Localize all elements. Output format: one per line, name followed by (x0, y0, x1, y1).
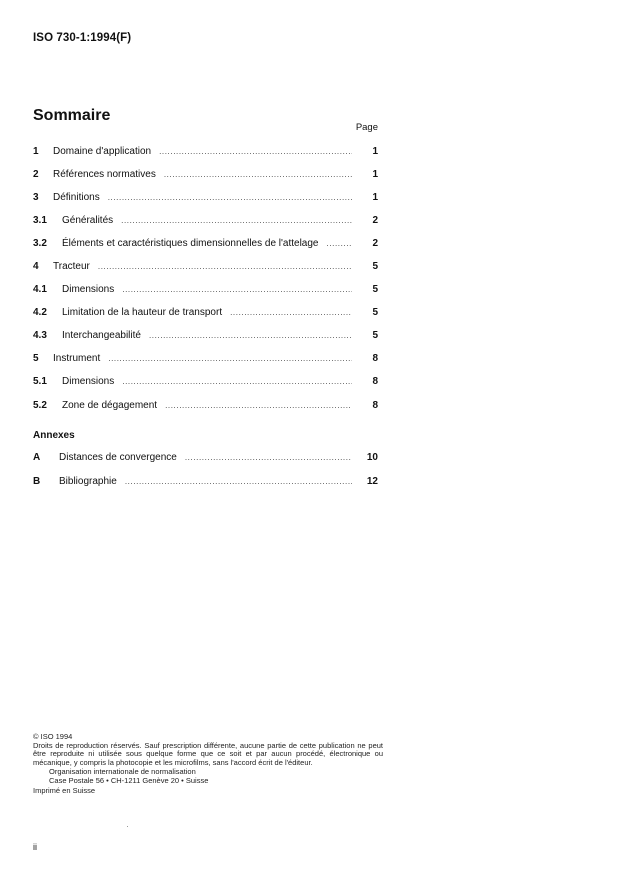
toc-entry-page: 2 (372, 215, 378, 226)
leader-dots (165, 401, 352, 410)
leader-dots (122, 377, 352, 386)
annex-page: 12 (366, 476, 378, 487)
toc-entry-page: 8 (372, 353, 378, 364)
toc-entry[interactable] (33, 307, 378, 321)
toc-entry-label: Zone de dégagement (62, 400, 158, 411)
leader-dots (164, 170, 352, 179)
toc-entry-number: 5 (33, 353, 39, 364)
toc-entry-label: Dimensions (62, 376, 115, 387)
toc-entry-page: 1 (372, 192, 378, 203)
toc-entry-label: Tracteur (53, 261, 90, 272)
page-title: Sommaire (33, 107, 111, 124)
toc-entry-page: 5 (372, 261, 378, 272)
leader-dots (125, 477, 352, 486)
annex-letter: A (33, 452, 41, 463)
toc-entry-number: 4 (33, 261, 39, 272)
toc-entry-label: Instrument (53, 353, 101, 364)
annex-letter: B (33, 476, 41, 487)
annex-page: 10 (366, 452, 378, 463)
organization-address: Case Postale 56 • CH-1211 Genève 20 • Suisse (49, 775, 209, 785)
toc-entry-label: Domaine d'application (53, 146, 152, 157)
annex-entry[interactable] (33, 452, 378, 466)
toc-entry[interactable] (33, 215, 378, 229)
toc-entry-number: 4.1 (33, 284, 47, 295)
page-column-label: Page (355, 122, 378, 133)
toc-entry-page: 8 (372, 400, 378, 411)
toc-entry-label: Éléments et caractéristiques dimensionnelles de l'attelage (62, 238, 319, 249)
toc-entry-label: Interchangeabilité (62, 330, 141, 341)
toc-entry-number: 3.1 (33, 215, 47, 226)
toc-entry[interactable] (33, 169, 378, 183)
toc-entry[interactable] (33, 146, 378, 160)
toc-entry-page: 2 (372, 238, 378, 249)
toc-entry-page: 5 (372, 307, 378, 318)
leader-dots (185, 453, 352, 462)
leader-dots (149, 331, 352, 340)
toc-entry[interactable] (33, 330, 378, 344)
toc-entry-label: Dimensions (62, 284, 115, 295)
annex-entry[interactable] (33, 476, 378, 490)
leader-dots (327, 239, 353, 248)
toc-entry-page: 5 (372, 284, 378, 295)
leader-dots (121, 216, 352, 225)
annex-label: Distances de convergence (59, 452, 177, 463)
toc-entry[interactable] (33, 284, 378, 298)
leader-dots (108, 193, 352, 202)
toc-entry-number: 5.2 (33, 400, 47, 411)
copyright-line: © ISO 1994 (33, 732, 73, 741)
toc-entry-page: 1 (372, 146, 378, 157)
annex-label: Bibliographie (59, 476, 117, 487)
toc-entry-label: Généralités (62, 215, 114, 226)
toc-entry-number: 3.2 (33, 238, 47, 249)
toc-entry-label: Limitation de la hauteur de transport (62, 307, 223, 318)
leader-dots (98, 262, 352, 271)
toc-entry-page: 1 (372, 169, 378, 180)
toc-entry-label: Références normatives (53, 169, 156, 180)
toc-entry-page: 5 (372, 330, 378, 341)
leader-dots (159, 147, 352, 156)
toc-entry[interactable] (33, 400, 378, 414)
toc-entry-number: 3 (33, 192, 39, 203)
toc-entry-number: 4.3 (33, 330, 47, 341)
toc-entry-label: Définitions (53, 192, 100, 203)
copyright-notice (33, 733, 383, 796)
toc-entry[interactable] (33, 238, 378, 252)
leader-dots (230, 308, 352, 317)
toc-entry-number: 2 (33, 169, 39, 180)
scan-speck (127, 826, 128, 827)
toc-entry-number: 5.1 (33, 376, 47, 387)
page-number: ii (33, 842, 37, 852)
rights-statement: Droits de reproduction réservés. Sauf prescription différente, aucune partie de cette publication ne peut être reproduite ni utilisée sous quelque forme que ce soit et par aucun procédé, électronique ou mécanique, y compris la photocopie et les microfilms, sans l'accord écrit de l'éditeur. (33, 740, 383, 768)
toc-entry-page: 8 (372, 376, 378, 387)
leader-dots (122, 285, 352, 294)
toc-entry-number: 4.2 (33, 307, 47, 318)
toc-entry[interactable] (33, 261, 378, 275)
toc-entry[interactable] (33, 353, 378, 367)
printed-in: Imprimé en Suisse (33, 786, 96, 796)
organization-name: Organisation internationale de normalisation (49, 766, 196, 776)
leader-dots (108, 354, 352, 363)
standard-code: ISO 730-1:1994(F) (33, 32, 132, 44)
toc-entry-number: 1 (33, 146, 39, 157)
toc-entry[interactable] (33, 376, 378, 390)
annexes-heading: Annexes (33, 430, 75, 441)
toc-entry[interactable] (33, 192, 378, 206)
